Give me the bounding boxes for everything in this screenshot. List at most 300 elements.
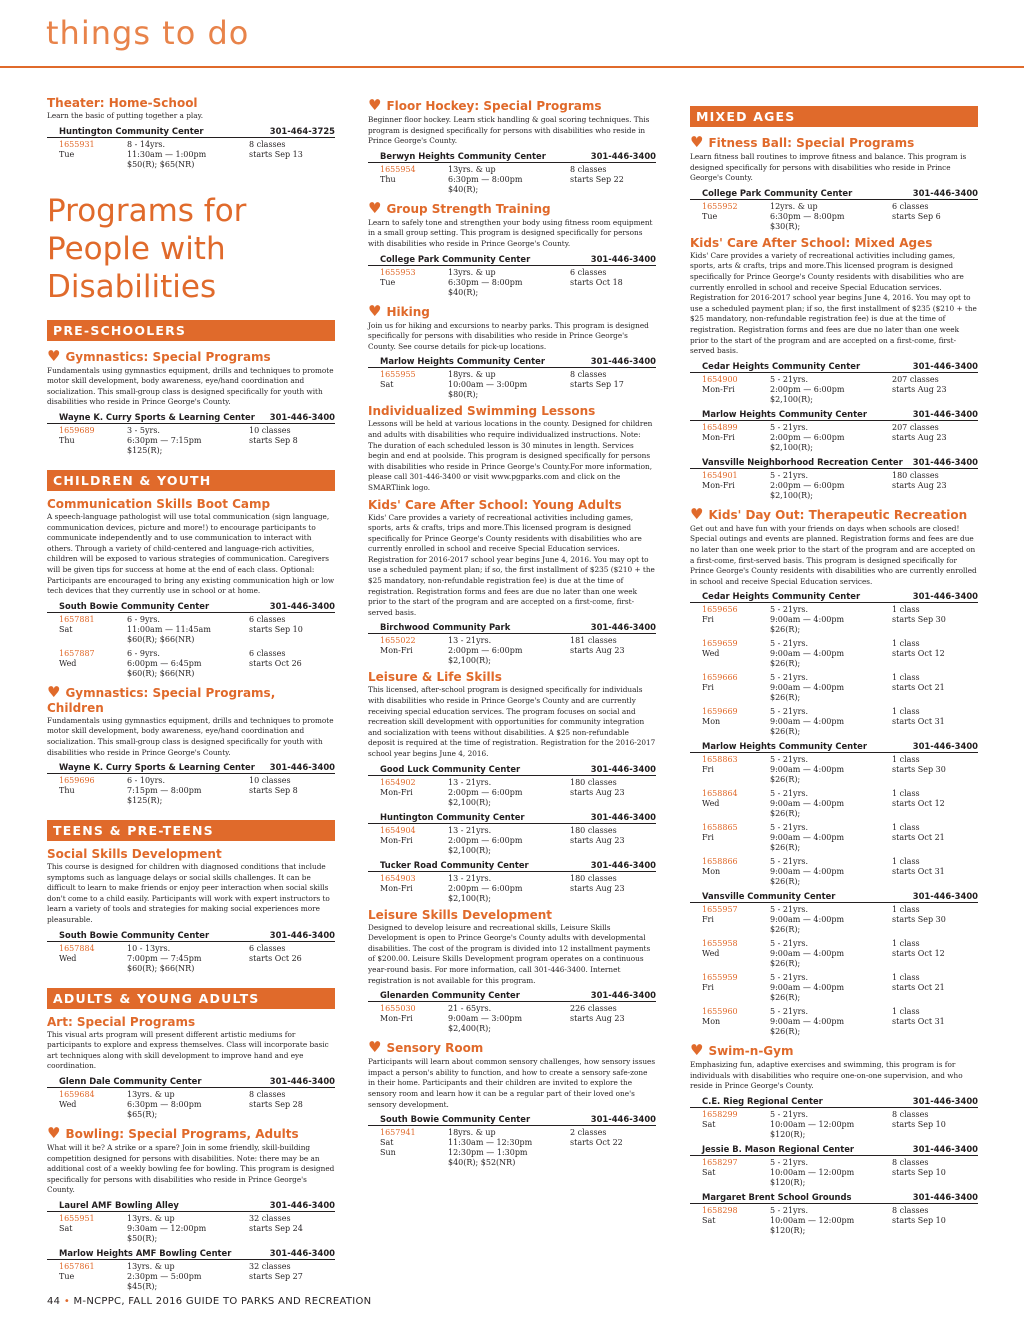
session-fee: $2,100(R);: [448, 797, 491, 807]
session-ages: 5 - 21yrs.: [770, 755, 809, 765]
location-phone: 301-446-3400: [269, 411, 335, 422]
course-code[interactable]: 1658863: [702, 755, 738, 765]
program-title-text: Leisure Skills Development: [368, 907, 553, 922]
session-details: [127, 776, 249, 806]
course-code[interactable]: 1654903: [380, 873, 416, 883]
session-classes: 10 classes: [249, 425, 291, 435]
session-count: [892, 673, 945, 703]
program-title-text: Group Strength Training: [386, 201, 551, 216]
session-day: [702, 1216, 770, 1226]
course-code[interactable]: 1657884: [59, 943, 95, 953]
session-details: [448, 165, 570, 195]
line: 11:00am — 11:45am: [127, 624, 211, 634]
session-details: [770, 905, 892, 935]
session-row: [368, 1128, 656, 1168]
location-row: [690, 1096, 978, 1108]
session-day: [702, 915, 770, 925]
course-code[interactable]: 1658297: [702, 1158, 738, 1168]
line: Fri: [702, 683, 714, 693]
location-name: South Bowie Community Center: [380, 1114, 531, 1125]
session-start: starts Oct 21: [892, 833, 945, 843]
session-fee: $60(R); $66(NR): [127, 963, 195, 973]
heart-icon: ♥: [690, 1041, 704, 1060]
location-phone: 301-446-3400: [269, 1200, 335, 1210]
session-day: [702, 615, 770, 625]
line: 6:30pm — 8:00pm: [770, 211, 845, 221]
program-description: This licensed, after-school program is designed specifically for individuals with disabilities who reside in Prince George's County and are currently receiving special education services. The program focuses on social and recreation skill development with opportunities for community integration and socialization with teens without disabilities. A $25 non-refundable deposit is required at the time of registration. Registration for the 2016-2017 school year begins June 4, 2016.: [368, 685, 656, 758]
program-listing: [368, 302, 656, 401]
session-details: [770, 375, 892, 405]
session-row: [47, 944, 335, 974]
session-day: [380, 175, 448, 185]
heart-icon: ♥: [368, 301, 382, 320]
session-day: [59, 659, 127, 669]
session-fee: $2,100(R);: [770, 442, 813, 452]
location-name: Wayne K. Curry Sports & Learning Center: [59, 762, 255, 773]
course-code[interactable]: 1658865: [702, 823, 738, 833]
session-time: [127, 625, 249, 635]
location-name: Birchwood Community Park: [380, 622, 511, 633]
course-code[interactable]: 1655953: [380, 267, 416, 277]
session-ages: 8 - 14yrs.: [127, 139, 166, 149]
course-code[interactable]: 1655959: [702, 973, 738, 983]
session-ages: 21 - 65yrs.: [448, 1004, 492, 1014]
session-details: [770, 1110, 892, 1140]
course-code[interactable]: 1658299: [702, 1110, 738, 1120]
session-code-day: [702, 707, 770, 737]
line: 11:30am — 12:30pm: [448, 1138, 533, 1148]
session-time: [448, 884, 570, 894]
session-count: [892, 1007, 945, 1037]
session-classes: 6 classes: [570, 267, 607, 277]
line: 9:00am — 4:00pm: [770, 717, 845, 727]
session-details: [127, 1214, 249, 1244]
session-fee: $26(R);: [770, 959, 801, 969]
line: Fri: [702, 833, 714, 843]
session-fee: $26(R);: [770, 993, 801, 1003]
session-count: [892, 605, 946, 635]
session-start: starts Sep 13: [249, 149, 303, 159]
session-details: [770, 202, 892, 232]
heart-icon: ♥: [47, 1124, 61, 1143]
session-details: [448, 778, 570, 808]
course-code[interactable]: 1654902: [380, 777, 416, 787]
course-code[interactable]: 1655030: [380, 1004, 416, 1014]
location-phone: 301-446-3400: [912, 1144, 978, 1155]
session-fee: $2,100(R);: [770, 394, 813, 404]
session-count: [249, 140, 303, 170]
session-row: [368, 778, 656, 808]
line: Mon: [702, 717, 721, 727]
line: 9:00am — 4:00pm: [770, 833, 845, 843]
session-row: [690, 202, 978, 232]
course-code[interactable]: 1657941: [380, 1128, 416, 1138]
section-band: ADULTS & YOUNG ADULTS: [47, 988, 335, 1009]
program-description: Fundamentals using gymnastics equipment, drills and techniques to promote motor skill development, body awareness, eye/hand coordination and socialization. This small-group class is designed specifically for youth with disabilities who reside in Prince George's County.: [47, 365, 334, 407]
line: 9:00am — 4:00pm: [770, 799, 845, 809]
session-code-day: [702, 755, 770, 785]
course-code[interactable]: 1658866: [702, 857, 738, 867]
session-time: [448, 380, 570, 390]
line: Wed: [702, 799, 720, 809]
session-code-day: [59, 1090, 127, 1120]
session-start: starts Sep 8: [249, 435, 298, 445]
session-start: starts Sep 10: [892, 1120, 946, 1130]
session-classes: 207 classes: [892, 374, 939, 384]
program-title: [47, 847, 335, 861]
session-ages: 5 - 21yrs.: [770, 857, 809, 867]
session-day: [702, 1017, 770, 1027]
session-row: [690, 375, 978, 405]
course-code[interactable]: 1655957: [702, 905, 738, 915]
program-title-text: Hiking: [386, 304, 430, 319]
line: 10:00am — 12:00pm: [770, 1168, 855, 1178]
session-code-day: [702, 423, 770, 453]
session-day: [59, 1100, 127, 1110]
location-phone: 301-446-3400: [269, 1076, 335, 1087]
session-fee: $26(R);: [770, 809, 801, 819]
session-code-day: [702, 857, 770, 887]
line: Mon-Fri: [702, 480, 735, 490]
session-start: starts Oct 21: [892, 683, 945, 693]
line: 2:00pm — 6:00pm: [770, 384, 845, 394]
course-code[interactable]: 1654901: [702, 470, 738, 480]
session-row: [47, 1214, 335, 1244]
course-code[interactable]: 1655958: [702, 939, 738, 949]
course-code[interactable]: 1659666: [702, 673, 738, 683]
session-ages: 5 - 21yrs.: [770, 939, 809, 949]
program-title: [368, 302, 656, 320]
session-classes: 1 class: [892, 823, 920, 833]
session-ages: 13yrs. & up: [127, 1090, 175, 1100]
location-name: Margaret Brent School Grounds: [702, 1192, 852, 1203]
location-name: Cedar Heights Community Center: [702, 591, 861, 602]
line: 7:00pm — 7:45pm: [127, 953, 202, 963]
location-name: Laurel AMF Bowling Alley: [59, 1200, 179, 1210]
session-count: [249, 1214, 303, 1244]
line: Tue: [380, 277, 396, 287]
session-start: starts Oct 26: [249, 658, 302, 668]
session-day: [702, 983, 770, 993]
session-time: [770, 683, 892, 693]
session-fee: $40(R);: [448, 287, 479, 297]
session-time: [770, 717, 892, 727]
session-fee: $50(R); $65(NR): [127, 159, 195, 169]
program-listing: [47, 96, 335, 170]
location-name: Huntington Community Center: [59, 125, 204, 136]
session-code-day: [702, 1158, 770, 1188]
session-details: [770, 639, 892, 669]
session-start: starts Oct 31: [892, 1017, 945, 1027]
session-ages: 5 - 21yrs.: [770, 1007, 809, 1017]
session-details: [127, 649, 249, 679]
section-band: CHILDREN & YOUTH: [47, 470, 335, 491]
course-code[interactable]: 1655951: [59, 1214, 95, 1223]
session-time: [770, 1120, 892, 1130]
location-row: [47, 1200, 335, 1212]
session-row: [690, 1110, 978, 1140]
program-description: Get out and have fun with your friends on days when schools are closed! Special outings and events are planned. Registration forms and fees are due no later than one week prior to the start of the program and are accepted on a first-come, first-served basis. This program is designed specifically for Prince George's County residents with disabilities who are currently enrolled in school and receive Special Education services.: [690, 523, 977, 586]
session-classes: 8 classes: [570, 370, 607, 380]
session-day: [380, 788, 448, 798]
session-code-day: [380, 268, 448, 298]
location-phone: 301-446-3400: [912, 456, 978, 467]
session-code-day: [380, 1004, 448, 1034]
session-time: [127, 1224, 249, 1234]
location-row: [690, 361, 978, 373]
session-time: [770, 799, 892, 809]
session-classes: 6 classes: [249, 648, 286, 658]
session-code-day: [380, 874, 448, 904]
session-start: starts Sep 30: [892, 765, 946, 775]
session-fee: $30(R);: [770, 221, 801, 231]
course-code[interactable]: 1654904: [380, 825, 416, 835]
session-start: starts Sep 30: [892, 915, 946, 925]
course-code[interactable]: 1659656: [702, 605, 738, 615]
session-ages: 5 - 21yrs.: [770, 823, 809, 833]
program-description: Beginner floor hockey. Learn stick handling & goal scoring techniques. This program is designed specifically for persons with disabilities who reside in Prince George's County.: [368, 115, 650, 146]
session-count: [570, 268, 623, 298]
program-listing: [47, 1124, 335, 1292]
course-code[interactable]: 1657887: [59, 648, 95, 658]
course-code[interactable]: 1655955: [380, 370, 416, 380]
heart-icon: ♥: [690, 133, 704, 151]
line: 12:30pm — 1:30pm: [448, 1148, 528, 1158]
program-title-text: Art: Special Programs: [47, 1014, 196, 1029]
program-title: [47, 683, 335, 715]
session-time: [448, 1014, 570, 1024]
session-classes: 180 classes: [892, 470, 939, 480]
session-details: [770, 423, 892, 453]
location-row: [368, 764, 656, 776]
session-classes: 6 classes: [249, 943, 286, 953]
line: Wed: [59, 953, 77, 963]
course-code[interactable]: 1655954: [380, 164, 416, 174]
session-classes: 2 classes: [570, 1128, 607, 1138]
session-start: starts Aug 23: [570, 1014, 625, 1024]
course-code[interactable]: 1655022: [380, 636, 416, 646]
course-code[interactable]: 1657881: [59, 614, 95, 624]
session-day: [59, 625, 127, 635]
session-count: [249, 776, 298, 806]
session-row: [368, 826, 656, 856]
course-code[interactable]: 1658864: [702, 789, 738, 799]
session-start: starts Aug 23: [570, 883, 625, 893]
course-code[interactable]: 1654900: [702, 374, 738, 384]
location-phone: 301-446-3400: [590, 253, 656, 264]
session-fee: $60(R); $66(NR): [127, 668, 195, 678]
session-count: [249, 1262, 303, 1292]
session-day: [702, 1168, 770, 1178]
session-details: [770, 471, 892, 501]
session-code-day: [380, 165, 448, 195]
location-row: [47, 126, 335, 138]
session-day: [59, 954, 127, 964]
session-start: starts Oct 31: [892, 717, 945, 727]
location-row: [47, 1248, 335, 1260]
session-code-day: [702, 639, 770, 669]
line: Fri: [702, 615, 714, 625]
program-title: [368, 199, 656, 217]
session-details: [448, 370, 570, 400]
line: Tue: [59, 149, 75, 159]
line: 6:30pm — 7:15pm: [127, 435, 202, 445]
location-row: [47, 412, 335, 424]
session-row: [47, 140, 335, 170]
line: Wed: [59, 658, 77, 668]
program-title-text: Social Skills Development: [47, 847, 222, 862]
page-title: Programs for People with Disabilities: [47, 192, 247, 305]
session-ages: 13 - 21yrs.: [448, 636, 492, 646]
session-classes: 1 class: [892, 639, 920, 649]
session-fee: $26(R);: [770, 659, 801, 669]
session-details: [770, 1158, 892, 1188]
session-ages: 5 - 21yrs.: [770, 707, 809, 717]
session-fee: $120(R);: [770, 1178, 806, 1188]
line: Mon-Fri: [380, 1014, 413, 1024]
session-classes: 8 classes: [249, 1090, 286, 1100]
line: Fri: [702, 983, 714, 993]
location-row: [368, 860, 656, 872]
session-start: starts Aug 23: [892, 480, 947, 490]
session-row: [690, 755, 978, 785]
session-time: [770, 433, 892, 443]
program-description: A speech-language pathologist will use total communication (sign language, communication devices, picture and more!) to encourage participants to communicate independently and to use communication to interact with others. Through a variety of child-centered and language-rich activities, children will be exposed to various strategies of communication. Caregivers will be given tips for success at home at the end of each class. Optional: Participants are encouraged to bring any existing communication high or low tech devices that they currently use in school or at home.: [47, 511, 335, 596]
course-code[interactable]: 1659696: [59, 776, 95, 786]
session-classes: 207 classes: [892, 422, 939, 432]
line: Wed: [702, 649, 720, 659]
program-listing: [368, 1038, 656, 1168]
session-count: [892, 471, 947, 501]
line: 9:00am — 4:00pm: [770, 949, 845, 959]
session-fee: $26(R);: [770, 775, 801, 785]
course-code[interactable]: 1659659: [702, 639, 738, 649]
line: 10:00am — 3:00pm: [448, 380, 528, 390]
program-title: [368, 498, 656, 512]
session-fee: $65(R);: [127, 1110, 158, 1120]
heart-icon: ♥: [368, 1038, 382, 1057]
session-time: [770, 765, 892, 775]
session-row: [368, 874, 656, 904]
line: Tue: [59, 1272, 75, 1281]
program-title: [690, 133, 978, 151]
line: 9:00am — 4:00pm: [770, 915, 845, 925]
session-classes: 1 class: [892, 605, 920, 615]
course-code[interactable]: 1659669: [702, 707, 738, 717]
course-code[interactable]: 1659684: [59, 1090, 95, 1100]
session-ages: 13 - 21yrs.: [448, 873, 492, 883]
line: Sun: [380, 1148, 396, 1158]
location-phone: 301-446-3400: [590, 811, 656, 822]
session-start: starts Oct 31: [892, 867, 945, 877]
session-ages: 13yrs. & up: [448, 267, 496, 277]
session-code-day: [702, 973, 770, 1003]
heart-icon: ♥: [368, 96, 382, 114]
session-start: starts Sep 10: [892, 1216, 946, 1226]
session-fee: $2,400(R);: [448, 1024, 491, 1034]
program-description: Learn the basic of putting together a play.: [47, 111, 204, 120]
session-details: [770, 789, 892, 819]
session-classes: 226 classes: [570, 1004, 617, 1014]
location-row: [690, 188, 978, 200]
heart-icon: ♥: [368, 198, 382, 217]
location-name: South Bowie Community Center: [59, 929, 210, 940]
session-row: [47, 426, 335, 456]
line: 10:00am — 12:00pm: [770, 1216, 855, 1226]
session-code-day: [702, 905, 770, 935]
session-ages: 5 - 21yrs.: [770, 639, 809, 649]
session-row: [690, 639, 978, 669]
course-code[interactable]: 1655931: [59, 139, 95, 149]
session-details: [770, 1007, 892, 1037]
session-details: [448, 826, 570, 856]
course-code[interactable]: 1654899: [702, 422, 738, 432]
session-day: [702, 1120, 770, 1130]
session-count: [570, 1004, 625, 1034]
program-title-text: Gymnastics: Special Programs, Children: [47, 685, 276, 715]
session-count: [892, 1110, 946, 1140]
line: 2:00pm — 6:00pm: [448, 646, 523, 656]
location-name: Marlow Heights Community Center: [380, 356, 545, 367]
course-code[interactable]: 1657861: [59, 1262, 95, 1271]
session-start: starts Oct 22: [570, 1138, 623, 1148]
location-name: Vansville Neighborhood Recreation Center: [702, 456, 903, 467]
program-description: Kids' Care provides a variety of recreational activities including games, sports, arts & crafts, trips and more.This licensed program is designed specifically for Prince George's County residents with disabilities who are currently enrolled in school and receive Special Education services. Registration for 2016-2017 school year begins June 4, 2016. You may opt to use a scheduled payment plan; if so, the first installment of $235 ($210 + the $25 mandatory, non-refundable registration fee) is due at the time of registration. Registration forms and fees are due no later than one week prior to the start of the program and are accepted on a first-come, first-served basis.: [690, 250, 977, 356]
course-code[interactable]: 1655952: [702, 201, 738, 211]
location-phone: 301-446-3400: [590, 150, 656, 161]
course-code[interactable]: 1658298: [702, 1206, 738, 1216]
program-title-text: Floor Hockey: Special Programs: [386, 99, 602, 113]
session-count: [892, 1158, 946, 1188]
session-fee: $26(R);: [770, 693, 801, 703]
session-day: [702, 385, 770, 395]
session-row: [690, 707, 978, 737]
session-day: [702, 867, 770, 877]
line: 2:00pm — 6:00pm: [448, 835, 523, 845]
session-fee: $45(R);: [127, 1282, 158, 1291]
session-time: [770, 1168, 892, 1178]
section-band: PRE-SCHOOLERS: [47, 320, 335, 341]
location-row: [47, 601, 335, 613]
program-title: [368, 670, 656, 684]
session-count: [570, 874, 625, 904]
line: Sat: [702, 1216, 716, 1226]
line: Thu: [380, 174, 396, 184]
location-row: [690, 741, 978, 753]
line: 6:30pm — 8:00pm: [448, 174, 523, 184]
session-fee: $40(R); $52(NR): [448, 1158, 516, 1168]
program-description: This visual arts program will present different artistic mediums for participants to explore and express themselves. Class will incorporate basic art techniques along with skill development to improve hand and eye coordination.: [47, 1029, 329, 1071]
session-code-day: [702, 471, 770, 501]
location-phone: 301-446-3400: [912, 1096, 978, 1107]
session-time: [770, 385, 892, 395]
session-ages: 5 - 21yrs.: [770, 1158, 809, 1168]
session-fee: $40(R);: [448, 184, 479, 194]
line: 9:00am — 4:00pm: [770, 983, 845, 993]
session-time: [770, 212, 892, 222]
location-row: [47, 930, 335, 942]
program-listing: [690, 236, 978, 501]
session-code-day: [380, 778, 448, 808]
session-time: [448, 175, 570, 185]
session-code-day: [702, 823, 770, 853]
location-phone: 301-464-3725: [269, 125, 335, 136]
course-code[interactable]: 1659689: [59, 425, 95, 435]
session-ages: 5 - 21yrs.: [770, 1206, 809, 1216]
course-code[interactable]: 1655960: [702, 1007, 738, 1017]
line: 9:00am — 3:00pm: [448, 1014, 523, 1024]
session-count: [892, 823, 945, 853]
